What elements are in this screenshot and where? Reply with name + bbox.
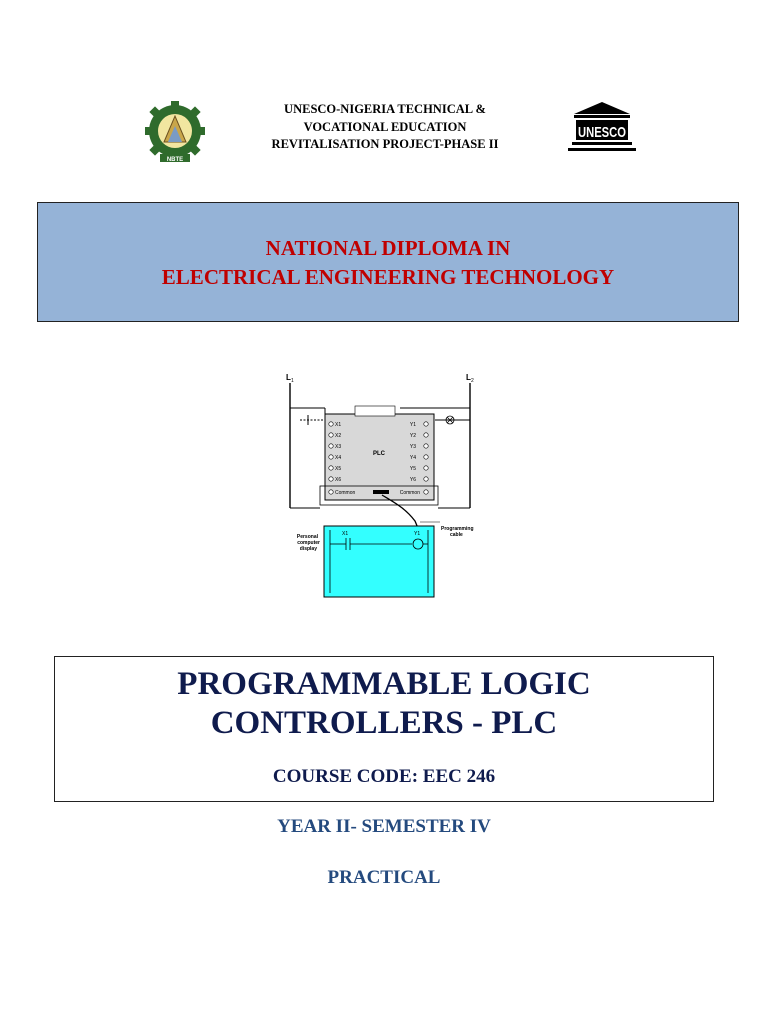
output-terminal-y1: Y1 xyxy=(409,422,416,428)
nbte-logo-text: NBTE xyxy=(166,157,184,163)
ladder-coil-label: Y1 xyxy=(414,531,421,537)
input-terminal-x4: X4 xyxy=(335,455,342,461)
course-code: COURSE CODE: EEC 246 xyxy=(272,766,496,787)
output-terminal-y5: Y5 xyxy=(409,466,416,472)
common-left-label: Common xyxy=(335,490,356,496)
common-right-label: Common xyxy=(399,490,420,496)
plc-label: PLC xyxy=(373,451,385,457)
course-title-line-1: PROGRAMMABLE LOGIC xyxy=(177,666,591,702)
output-terminal-y3: Y3 xyxy=(409,444,416,450)
cable-label-1: Programming xyxy=(441,526,474,532)
output-terminal-y6: Y6 xyxy=(409,477,416,483)
course-title-line-2: CONTROLLERS - PLC xyxy=(210,705,558,741)
rail-left-label: L xyxy=(286,373,291,382)
header-line-3: REVITALISATION PROJECT-PHASE II xyxy=(271,137,499,151)
input-terminal-x1: X1 xyxy=(335,422,342,428)
plc-unit xyxy=(325,414,434,500)
unesco-logo-text: UNESCO xyxy=(578,124,627,141)
practical-label: PRACTICAL xyxy=(327,867,441,888)
input-terminal-x3: X3 xyxy=(335,444,342,450)
input-terminal-x6: X6 xyxy=(335,477,342,483)
unesco-temple-logo-icon xyxy=(566,100,638,154)
rail-right-label: L xyxy=(466,373,471,382)
input-terminal-x2: X2 xyxy=(335,433,342,439)
project-header xyxy=(230,101,540,154)
pc-label-3: display xyxy=(299,546,317,552)
header-line-2: VOCATIONAL EDUCATION xyxy=(303,119,467,134)
pc-label-2: computer xyxy=(297,540,320,546)
plc-wiring-diagram xyxy=(270,368,505,600)
input-terminal-x5: X5 xyxy=(335,466,342,472)
program-banner xyxy=(37,202,739,322)
rail-right-sub: 2 xyxy=(471,378,474,384)
year-semester: YEAR II- SEMESTER IV xyxy=(277,816,491,837)
ladder-contact-label: X1 xyxy=(342,531,349,537)
output-terminal-y2: Y2 xyxy=(409,433,416,439)
programming-port-icon xyxy=(373,490,389,494)
banner-line-1: NATIONAL DIPLOMA IN xyxy=(265,236,511,260)
nbte-gear-logo-icon xyxy=(140,100,210,164)
cable-label-2: cable xyxy=(450,532,463,538)
rail-left-sub: 1 xyxy=(291,378,294,384)
course-title-box xyxy=(54,656,714,802)
pc-label-1: Personal xyxy=(296,534,318,540)
banner-line-2: ELECTRICAL ENGINEERING TECHNOLOGY xyxy=(161,265,615,289)
header-line-1: UNESCO-NIGERIA TECHNICAL & xyxy=(284,102,486,116)
output-terminal-y4: Y4 xyxy=(409,455,416,461)
